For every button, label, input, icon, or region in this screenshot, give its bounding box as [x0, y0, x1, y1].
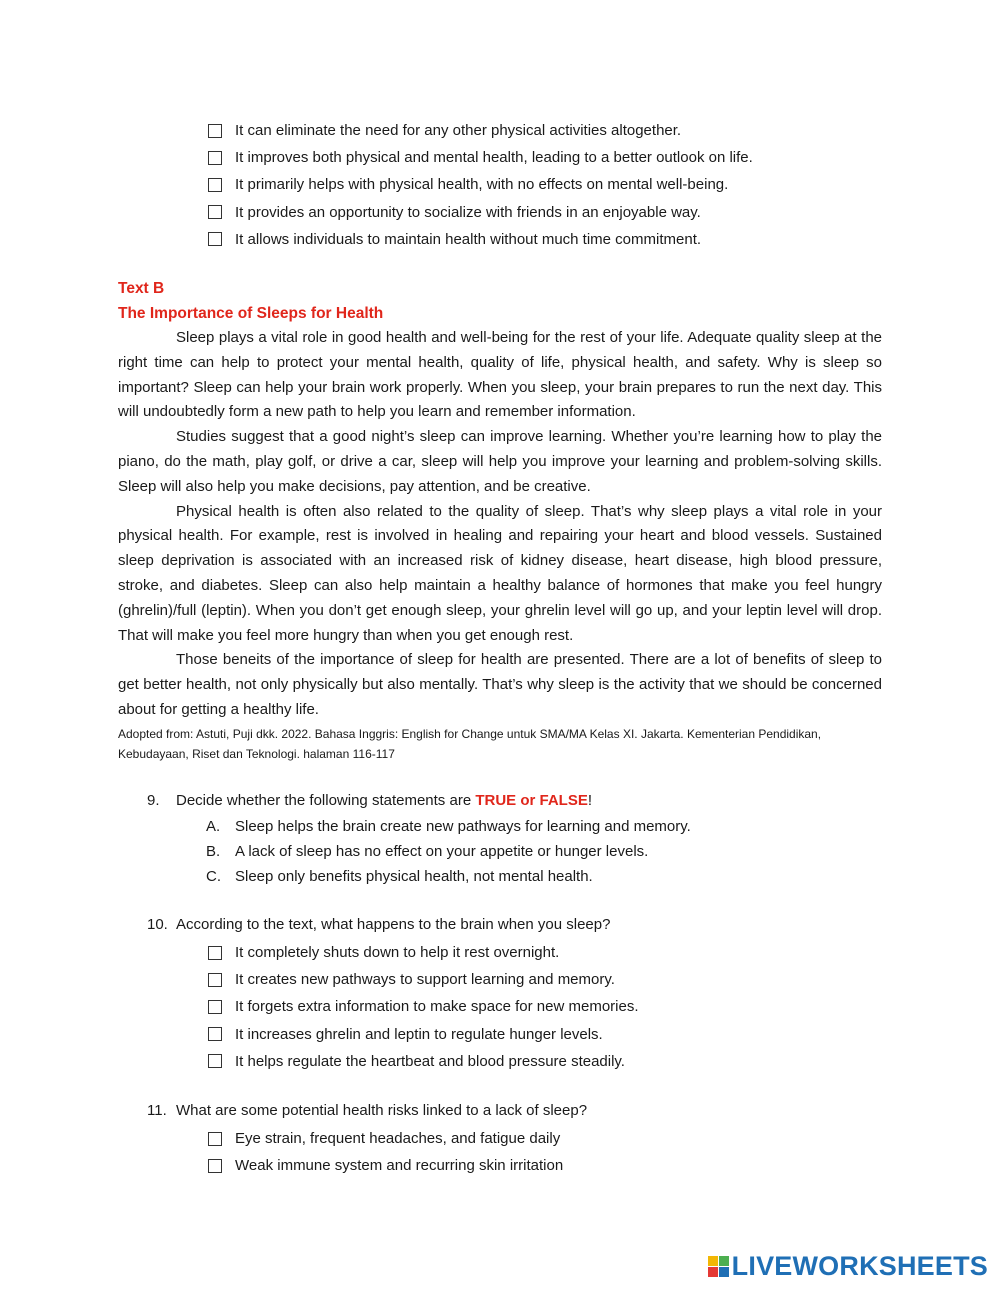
option-row	[208, 939, 639, 966]
statement-text: A lack of sleep has no effect on your appetite or hunger levels.	[235, 843, 649, 860]
question-suffix: !	[587, 792, 593, 809]
q11-options	[208, 1125, 563, 1179]
option-label: Eye strain, frequent headaches, and fatigue daily	[235, 1130, 561, 1148]
option-row	[208, 199, 753, 226]
logo-text: LIVEWORKSHEETS	[731, 1251, 988, 1281]
logo-square	[719, 1256, 729, 1266]
source-citation: Adopted from: Astuti, Puji dkk. 2022. Bahasa Inggris: English for Change untuk SMA/MA Kelas XI. Jakarta. Kementerian Pendidikan, Kebudayaan, Riset dan Teknologi. halaman 116-117	[118, 727, 822, 761]
paragraph: Physical health is often also related to the quality of sleep. That’s why sleep plays a vital role in your physical health. For example, rest is involved in healing and repairing your heart and blood vessels. Sustained sleep deprivation is associated with an increased risk of kidney disease, heart disease, high blood pressure, stroke, and diabetes. Sleep can also help maintain a healthy balance of hormones that make you feel hungry (ghrelin)/full (leptin). When you don’t get enough sleep, your ghrelin level will go up, and your leptin level will drop. That will make you feel more hungry than when you get enough rest.	[118, 502, 882, 644]
option-row	[208, 144, 753, 171]
question-11	[147, 1102, 587, 1119]
option-label: It increases ghrelin and leptin to regulate hunger levels.	[235, 1025, 603, 1043]
logo-square	[708, 1256, 718, 1266]
option-row	[208, 171, 753, 198]
statement-text: Sleep only benefits physical health, not mental health.	[235, 868, 593, 885]
paragraph: Those beneits of the importance of sleep for health are presented. There are a lot of benefits of sleep to get better health, not only physically but also mentally. That’s why sleep is the activity that we should be concerned about for getting a healthy life.	[118, 651, 882, 718]
question-number: 11.	[147, 1102, 167, 1119]
checkbox[interactable]	[208, 1027, 222, 1041]
passage	[118, 326, 882, 723]
option-label: It completely shuts down to help it rest overnight.	[235, 944, 560, 962]
logo-square	[719, 1267, 729, 1277]
option-row	[208, 1048, 639, 1075]
checkbox[interactable]	[208, 151, 222, 165]
statement-letter: A.	[206, 818, 221, 835]
question-9	[147, 792, 592, 809]
statement-row	[206, 839, 691, 864]
option-label: It primarily helps with physical health, with no effects on mental well-being.	[235, 176, 729, 194]
paragraph: Studies suggest that a good night’s sleep can improve learning. Whether you’re learning how to play the piano, do the math, play golf, or drive a car, sleep will help you improve your learning and problem-solving skills. Sleep will also help you make decisions, pay attention, and be creative.	[118, 428, 882, 495]
checkbox[interactable]	[208, 1054, 222, 1068]
question-text: According to the text, what happens to the brain when you sleep?	[176, 916, 611, 933]
question-number: 10.	[147, 916, 168, 933]
option-label: It can eliminate the need for any other physical activities altogether.	[235, 122, 682, 140]
option-row	[208, 117, 753, 144]
checkbox[interactable]	[208, 1000, 222, 1014]
question-prefix: Decide whether the following statements are	[176, 792, 476, 809]
option-row	[208, 1021, 639, 1048]
paragraph: Sleep plays a vital role in good health and well-being for the rest of your life. Adequate quality sleep at the right time can help to protect your mental health, quality of life, physical health, and safety. Why is sleep so important? Sleep can help your brain work properly. When you sleep, your brain prepares to run the next day. This will undoubtedly form a new path to help you learn and remember information.	[118, 329, 882, 421]
option-row	[208, 1152, 563, 1179]
checkbox[interactable]	[208, 124, 222, 138]
statement-row	[206, 864, 691, 889]
question-text	[176, 792, 592, 809]
checkbox[interactable]	[208, 973, 222, 987]
checkbox[interactable]	[208, 232, 222, 246]
option-label: It improves both physical and mental health, leading to a better outlook on life.	[235, 149, 753, 167]
option-label: Weak immune system and recurring skin irritation	[235, 1157, 564, 1175]
option-row	[208, 226, 753, 253]
q9-statements	[206, 814, 691, 889]
top-options	[208, 117, 753, 253]
option-label: It forgets extra information to make space for new memories.	[235, 998, 639, 1016]
option-label: It creates new pathways to support learning and memory.	[235, 971, 615, 989]
statement-text: Sleep helps the brain create new pathways for learning and memory.	[235, 818, 691, 835]
statement-row	[206, 814, 691, 839]
option-label: It helps regulate the heartbeat and blood pressure steadily.	[235, 1052, 625, 1070]
logo-grid-icon	[708, 1256, 729, 1277]
true-false-highlight: TRUE or FALSE	[475, 792, 588, 809]
checkbox[interactable]	[208, 1159, 222, 1173]
q10-options	[208, 939, 639, 1075]
text-title: The Importance of Sleeps for Health	[118, 305, 384, 322]
option-row	[208, 993, 639, 1020]
checkbox[interactable]	[208, 946, 222, 960]
question-text: What are some potential health risks linked to a lack of sleep?	[176, 1102, 588, 1119]
statement-letter: B.	[206, 843, 221, 860]
text-label: Text B	[118, 280, 165, 297]
option-row	[208, 1125, 563, 1152]
option-label: It allows individuals to maintain health without much time commitment.	[235, 230, 702, 248]
statement-letter: C.	[206, 868, 221, 885]
option-row	[208, 966, 639, 993]
logo-square	[708, 1267, 718, 1277]
question-number: 9.	[147, 792, 160, 809]
checkbox[interactable]	[208, 205, 222, 219]
checkbox[interactable]	[208, 178, 222, 192]
option-label: It provides an opportunity to socialize with friends in an enjoyable way.	[235, 203, 701, 221]
liveworksheets-logo	[708, 1251, 988, 1281]
checkbox[interactable]	[208, 1132, 222, 1146]
question-10	[147, 916, 610, 933]
